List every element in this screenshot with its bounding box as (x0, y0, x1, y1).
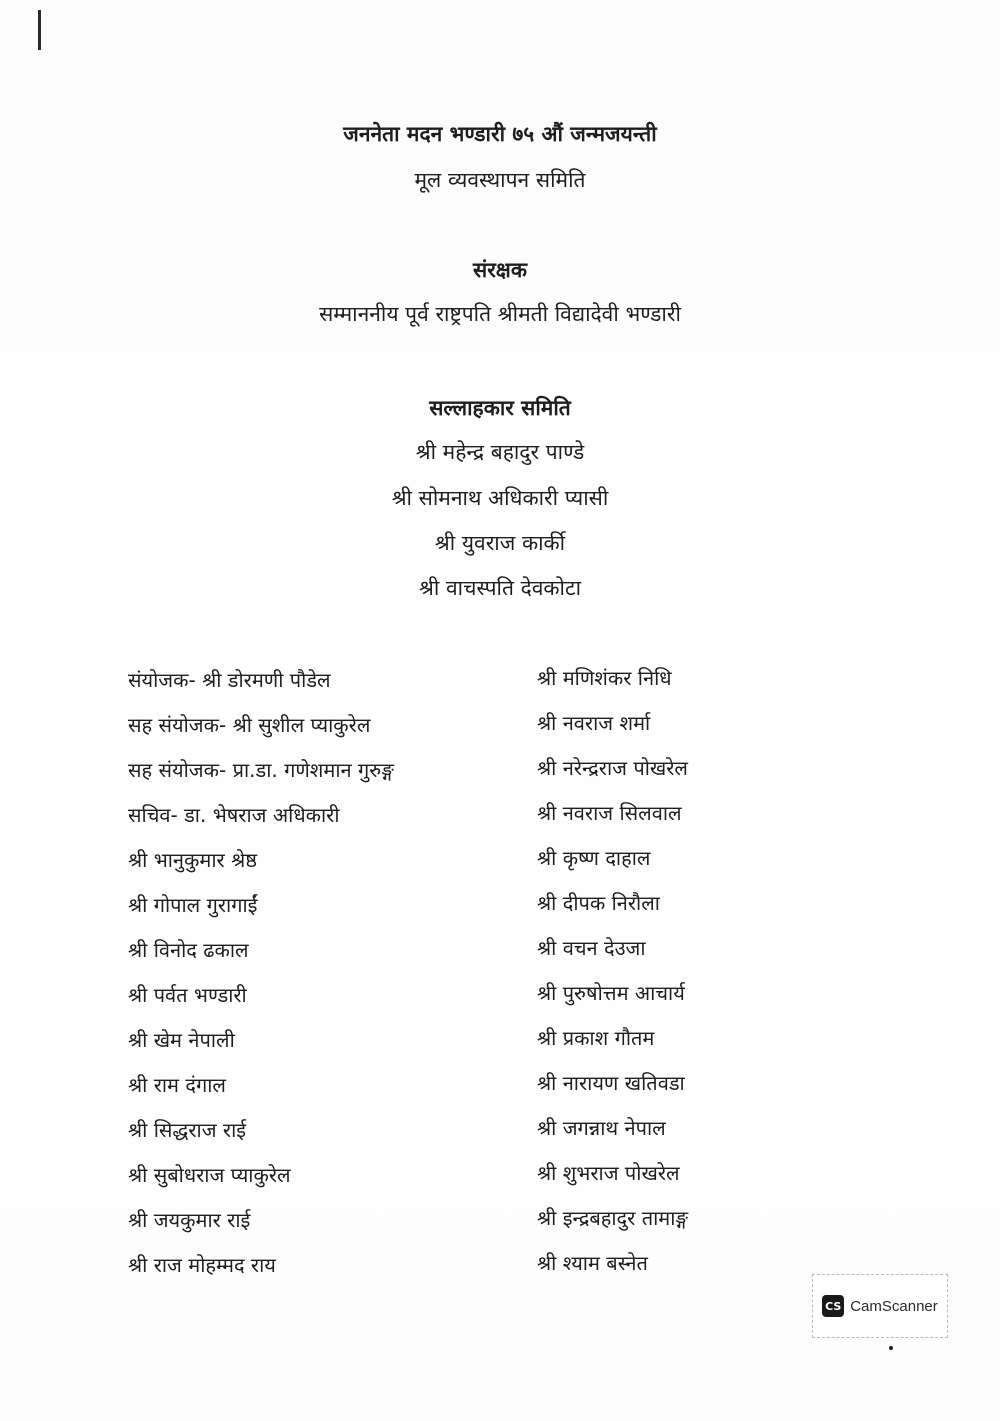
committee-member: श्री नवराज शर्मा (537, 711, 651, 735)
committee-member: श्री शुभराज पोखरेल (537, 1161, 680, 1185)
committee-member: श्री मणिशंकर निधि (537, 666, 672, 690)
advisory-member: श्री वाचस्पति देवकोटा (418, 576, 582, 600)
committee-member: श्री जगन्नाथ नेपाल (537, 1116, 666, 1140)
committee-member: सह संयोजक- प्रा.डा. गणेशमान गुरुङ्ग (128, 758, 394, 782)
heading-line2: मूल व्यवस्थापन समिति (414, 168, 586, 192)
camscanner-logo-icon: CS (822, 1295, 844, 1317)
committee-member: श्री पर्वत भण्डारी (128, 983, 247, 1007)
committee-member: श्री कृष्ण दाहाल (537, 846, 651, 870)
advisory-member: श्री सोमनाथ अधिकारी प्यासी (391, 486, 609, 510)
committee-member: श्री वचन देउजा (537, 936, 646, 960)
advisory-member: श्री युवराज कार्की (434, 531, 566, 555)
patron-label: संरक्षक (473, 258, 527, 282)
committee-member: श्री भानुकुमार श्रेष्ठ (128, 848, 258, 872)
patron-name: सम्माननीय पूर्व राष्ट्रपति श्रीमती विद्यादेवी भण्डारी (319, 302, 681, 326)
committee-member: श्री सुबोधराज प्याकुरेल (128, 1163, 291, 1187)
committee-member: श्री राम दंगाल (128, 1073, 226, 1097)
advisory-member: श्री महेन्द्र बहादुर पाण्डे (415, 440, 585, 464)
committee-member: सह संयोजक- श्री सुशील प्याकुरेल (128, 713, 371, 737)
committee-member: श्री पुरुषोत्तम आचार्य (537, 981, 685, 1005)
advisory-label: सल्लाहकार समिति (429, 396, 571, 420)
committee-member: श्री गोपाल गुरागाईं (128, 893, 258, 917)
committee-member: श्री इन्द्रबहादुर तामाङ्ग (537, 1206, 689, 1230)
committee-member: श्री सिद्धराज राई (128, 1118, 247, 1142)
scan-speck (889, 1346, 893, 1350)
camscanner-label: CamScanner (850, 1297, 938, 1315)
committee-member: सचिव- डा. भेषराज अधिकारी (128, 803, 340, 827)
committee-member: श्री नवराज सिलवाल (537, 801, 682, 825)
committee-member: श्री श्याम बस्नेत (537, 1251, 648, 1275)
committee-member: श्री जयकुमार राई (128, 1208, 251, 1232)
committee-member: श्री प्रकाश गौतम (537, 1026, 655, 1050)
committee-member: श्री दीपक निरौला (537, 891, 660, 915)
committee-member: संयोजक- श्री डोरमणी पौडेल (128, 668, 331, 692)
committee-member: श्री नारायण खतिवडा (537, 1071, 685, 1095)
committee-member: श्री राज मोहम्मद राय (128, 1253, 276, 1277)
margin-mark (38, 10, 41, 50)
committee-member: श्री खेम नेपाली (128, 1028, 235, 1052)
camscanner-watermark (812, 1274, 948, 1338)
committee-member: श्री विनोद ढकाल (128, 938, 249, 962)
heading-line1: जननेता मदन भण्डारी ७५ औं जन्मजयन्ती (343, 122, 657, 146)
committee-member: श्री नरेन्द्रराज पोखरेल (537, 756, 688, 780)
